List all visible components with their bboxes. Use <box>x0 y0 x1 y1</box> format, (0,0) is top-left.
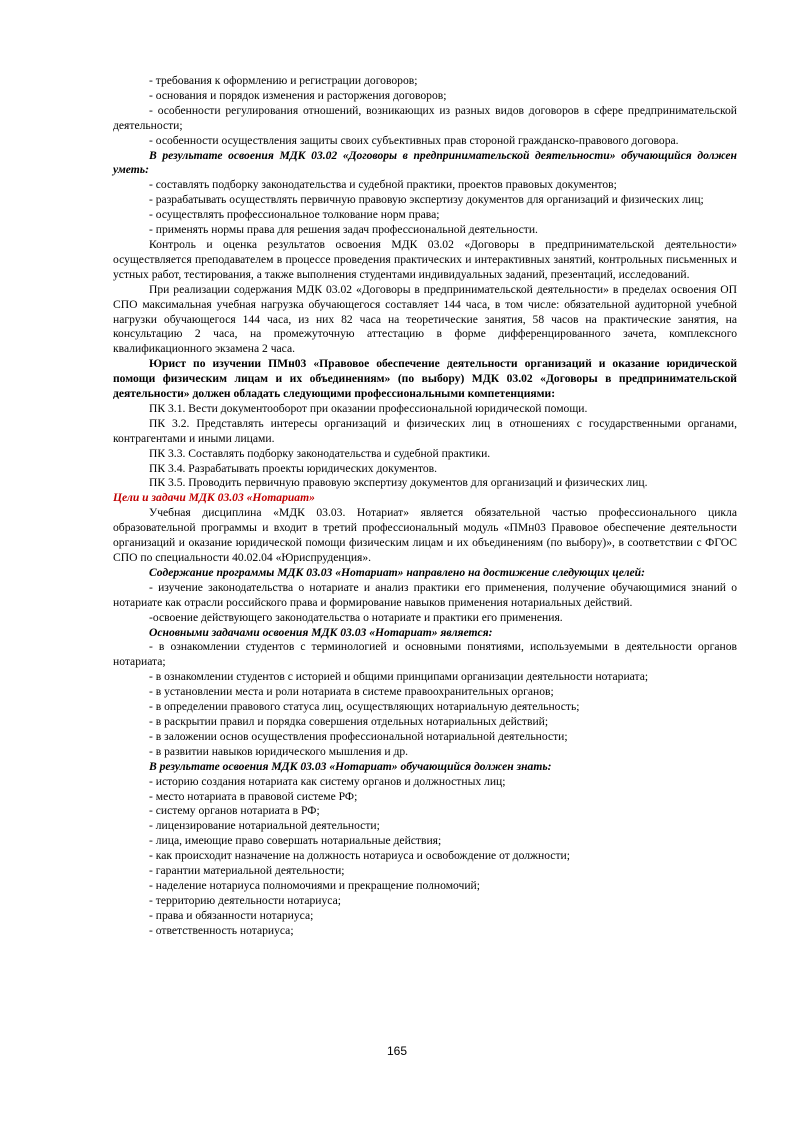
paragraph: ПК 3.3. Составлять подборку законодательства и судебной практики. <box>149 446 491 460</box>
paragraph: ПК 3.1. Вести документооборот при оказании профессиональной юридической помощи. <box>149 401 588 415</box>
paragraph: ПК 3.5. Проводить первичную правовую экспертизу документов для организаций и физических лиц. <box>149 476 648 490</box>
bold-paragraph: В результате освоения МДК 03.03 «Нотариат» обучающийся должен знать: <box>149 759 552 773</box>
paragraph: - в развитии навыков юридического мышления и др. <box>149 744 409 758</box>
paragraph: - как происходит назначение на должность нотариуса и освобождение от должности; <box>149 849 570 863</box>
paragraph: - в заложении основ осуществления профессиональной нотариальной деятельности; <box>149 729 568 743</box>
paragraph: - территорию деятельности нотариуса; <box>149 893 341 907</box>
bold-paragraph: Юрист по изучении ПМн03 «Правовое обеспечение деятельности организаций и оказание юридической помощи физическим лицам и их объединениям» (по выбору) МДК 03.02 «Договоры в предпринимательской деятельности» должен обладать следующими профессиональными компетенциями: <box>113 357 737 401</box>
paragraph: - гарантии материальной деятельности; <box>149 864 345 878</box>
paragraph: При реализации содержания МДК 03.02 «Договоры в предпринимательской деятельности» в пределах освоения ОП СПО максимальная учебная нагрузка обучающегося составляет 144 часа, в том числе: обязательной аудиторной учебной нагрузки обучающегося 144 часа, из них 82 часа на теоретические занятия, 58 часов на практические занятия, на консультацию 2 часа, на промежуточную аттестацию в форме дифференцированного зачета, комплексного квалификационного экзамена 2 часа. <box>113 282 737 356</box>
paragraph: - осуществлять профессиональное толкование норм права; <box>149 208 440 222</box>
bold-paragraph: Содержание программы МДК 03.03 «Нотариат» направлено на достижение следующих целей: <box>149 565 645 579</box>
paragraph: - наделение нотариуса полномочиями и прекращение полномочий; <box>149 878 480 892</box>
bold-paragraph: Основными задачами освоения МДК 03.03 «Нотариат» является: <box>149 625 493 639</box>
document-body <box>113 74 737 939</box>
paragraph: - в ознакомлении студентов с историей и общими принципами организации деятельности нотариата; <box>149 670 649 684</box>
paragraph: - ответственность нотариуса; <box>149 923 294 937</box>
paragraph: - в определении правового статуса лиц, осуществляющих нотариальную деятельность; <box>149 700 580 714</box>
paragraph: - составлять подборку законодательства и судебной практики, проектов правовых документов; <box>149 178 617 192</box>
paragraph: - лицензирование нотариальной деятельности; <box>149 819 380 833</box>
paragraph: Контроль и оценка результатов освоения МДК 03.02 «Договоры в предпринимательской деятельности» осуществляется преподавателем в процессе проведения практических и интерактивных занятий, контрольных письменных и устных работ, тестирования, а также выполнения студентами индивидуальных заданий, презентаций, исследований. <box>113 237 737 281</box>
paragraph: - в установлении места и роли нотариата в системе правоохранительных органов; <box>149 685 554 699</box>
paragraph: - права и обязанности нотариуса; <box>149 908 314 922</box>
paragraph: - лица, имеющие право совершать нотариальные действия; <box>149 834 442 848</box>
page-number: 165 <box>386 1044 408 1058</box>
paragraph: - изучение законодательства о нотариате и анализ практики его применения, получение обучающимися знаний о нотариате как отрасли российского права и формирование навыков применения нотариальных действий. <box>113 580 737 609</box>
paragraph: - особенности осуществления защиты своих субъективных прав стороной гражданско-правового договора. <box>149 133 679 147</box>
paragraph: - место нотариата в правовой системе РФ; <box>149 789 358 803</box>
paragraph: - в ознакомлении студентов с терминологией и основными понятиями, используемыми в деятельности органов нотариата; <box>113 640 737 669</box>
paragraph: ПК 3.4. Разрабатывать проекты юридических документов. <box>149 461 438 475</box>
paragraph: - особенности регулирования отношений, возникающих из разных видов договоров в сфере предпринимательской деятельности; <box>113 103 737 132</box>
paragraph: Учебная дисциплина «МДК 03.03. Нотариат» является обязательной частью профессионального цикла образовательной программы и входит в третий профессиональный модуль «ПМн03 Правовое обеспечение деятельности организаций и оказание юридической помощи физическим лицам и их объединениям (по выбору)», в соответствии с ФГОС СПО по специальности 40.02.04 «Юриспруденция». <box>113 506 737 564</box>
paragraph: - историю создания нотариата как систему органов и должностных лиц; <box>149 774 506 788</box>
paragraph: - применять нормы права для решения задач профессиональной деятельности. <box>149 223 538 237</box>
paragraph: ПК 3.2. Представлять интересы организаций и физических лиц в отношениях с государственными органами, контрагентами и иными лицами. <box>113 416 737 445</box>
paragraph: -освоение действующего законодательства о нотариате и практики его применения. <box>149 610 563 624</box>
section-heading: Цели и задачи МДК 03.03 «Нотариат» <box>113 491 315 505</box>
paragraph: - разрабатывать осуществлять первичную правовую экспертизу документов для организаций и физических лиц; <box>149 193 704 207</box>
bold-paragraph: В результате освоения МДК 03.02 «Договоры в предпринимательской деятельности» обучающийся должен уметь: <box>113 148 737 177</box>
paragraph: - основания и порядок изменения и расторжения договоров; <box>149 88 447 102</box>
paragraph: - систему органов нотариата в РФ; <box>149 804 320 818</box>
paragraph: - требования к оформлению и регистрации договоров; <box>149 74 418 87</box>
paragraph: - в раскрытии правил и порядка совершения отдельных нотариальных действий; <box>149 714 549 728</box>
